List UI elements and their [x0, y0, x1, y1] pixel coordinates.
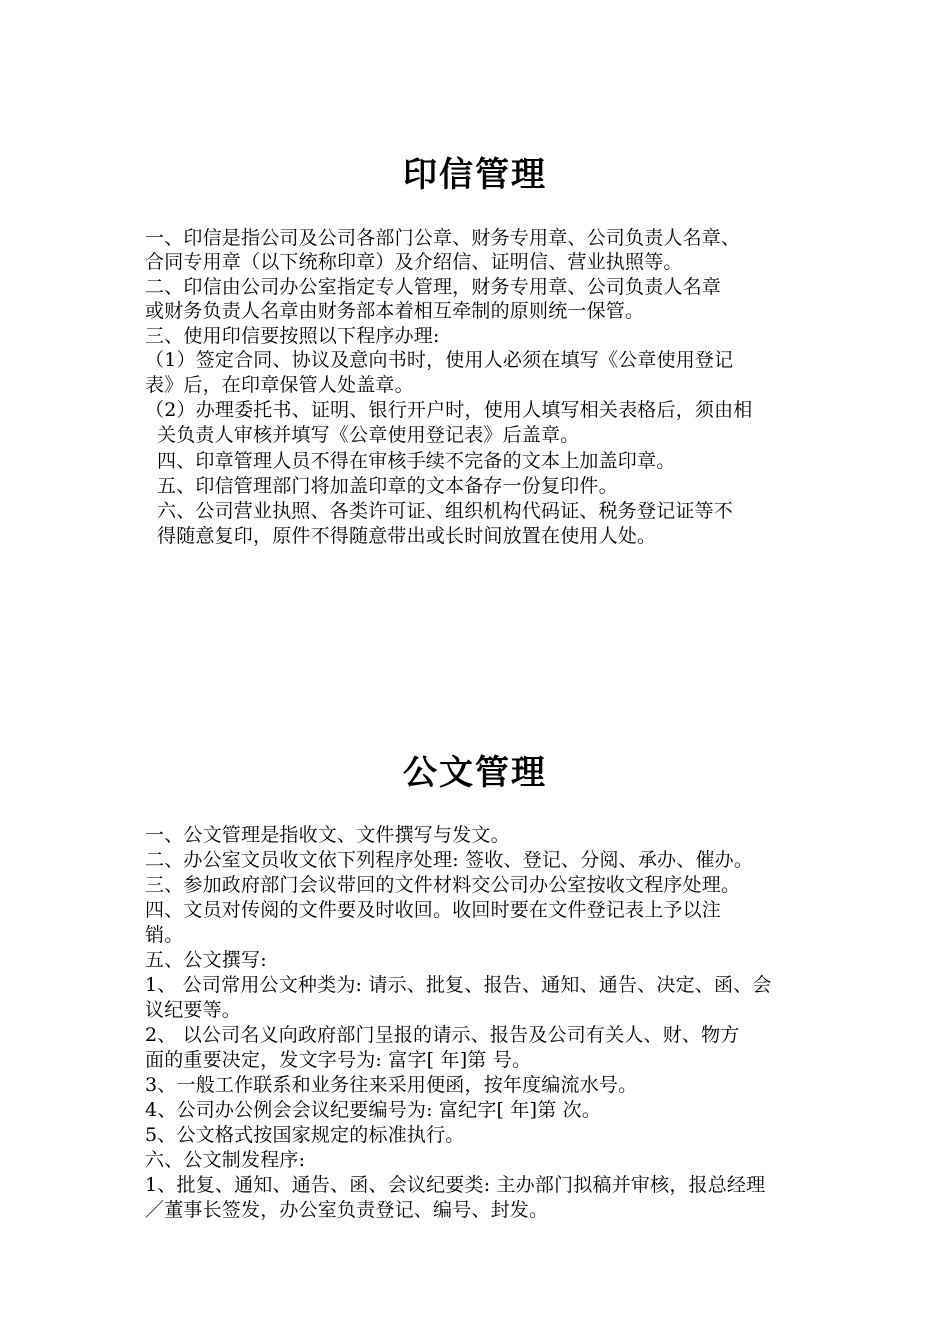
- seal-line-13: 得随意复印，原件不得随意带出或长时间放置在使用人处。: [157, 525, 657, 547]
- doc-line-13: 5、公文格式按国家规定的标准执行。: [145, 1124, 465, 1146]
- seal-line-6: （1）签定合同、协议及意向书时，使用人必须在填写《公章使用登记: [145, 349, 734, 371]
- seal-line-10: 四、印章管理人员不得在审核手续不完备的文本上加盖印章。: [157, 450, 676, 472]
- doc-line-7: 1、 公司常用公文种类为: 请示、批复、报告、通知、通告、决定、函、会: [145, 974, 772, 996]
- doc-line-16: ／董事长签发，办公室负责登记、编号、封发。: [145, 1199, 549, 1221]
- doc-line-2: 二、办公室文员收文依下列程序处理: 签收、登记、分阅、承办、催办。: [145, 849, 754, 871]
- seal-line-3: 二、印信由公司办公室指定专人管理，财务专用章、公司负责人名章: [145, 276, 722, 298]
- doc-line-3: 三、参加政府部门会议带回的文件材料交公司办公室按收文程序处理。: [145, 874, 741, 896]
- seal-line-9: 关负责人审核并填写《公章使用登记表》后盖章。: [157, 424, 580, 446]
- seal-line-2: 合同专用章（以下统称印章）及介绍信、证明信、营业执照等。: [145, 251, 683, 273]
- seal-line-12: 六、公司营业执照、各类许可证、组织机构代码证、税务登记证等不: [157, 500, 734, 522]
- doc-line-10: 面的重要决定，发文字号为: 富字[ 年]第 号。: [145, 1049, 532, 1071]
- doc-line-11: 3、一般工作联系和业务往来采用便函，按年度编流水号。: [145, 1074, 638, 1096]
- seal-line-11: 五、印信管理部门将加盖印章的文本备存一份复印件。: [157, 475, 618, 497]
- seal-line-5: 三、使用印信要按照以下程序办理:: [145, 325, 440, 347]
- doc-line-8: 议纪要等。: [145, 999, 242, 1021]
- doc-line-12: 4、公司办公例会会议纪要编号为: 富纪字[ 年]第 次。: [145, 1099, 602, 1121]
- seal-line-8: （2）办理委托书、证明、银行开户时，使用人填写相关表格后，须由相: [145, 399, 753, 421]
- seal-line-1: 一、印信是指公司及公司各部门公章、财务专用章、公司负责人名章、: [145, 227, 741, 249]
- doc-line-6: 五、公文撰写:: [145, 949, 267, 971]
- section-title-document-management: 公文管理: [403, 753, 547, 793]
- section-title-seal-management: 印信管理: [403, 155, 547, 195]
- doc-line-9: 2、 以公司名义向政府部门呈报的请示、报告及公司有关人、财、物方: [145, 1024, 740, 1046]
- doc-line-4: 四、文员对传阅的文件要及时收回。收回时要在文件登记表上予以注: [145, 899, 722, 921]
- doc-line-14: 六、公文制发程序:: [145, 1149, 306, 1171]
- doc-line-15: 1、批复、通知、通告、函、会议纪要类: 主办部门拟稿并审核，报总经理: [145, 1174, 766, 1196]
- doc-line-1: 一、公文管理是指收文、文件撰写与发文。: [145, 824, 510, 846]
- seal-line-7: 表》后，在印章保管人处盖章。: [145, 374, 414, 396]
- doc-line-5: 销。: [145, 924, 184, 946]
- seal-line-4: 或财务负责人名章由财务部本着相互牵制的原则统一保管。: [145, 300, 645, 322]
